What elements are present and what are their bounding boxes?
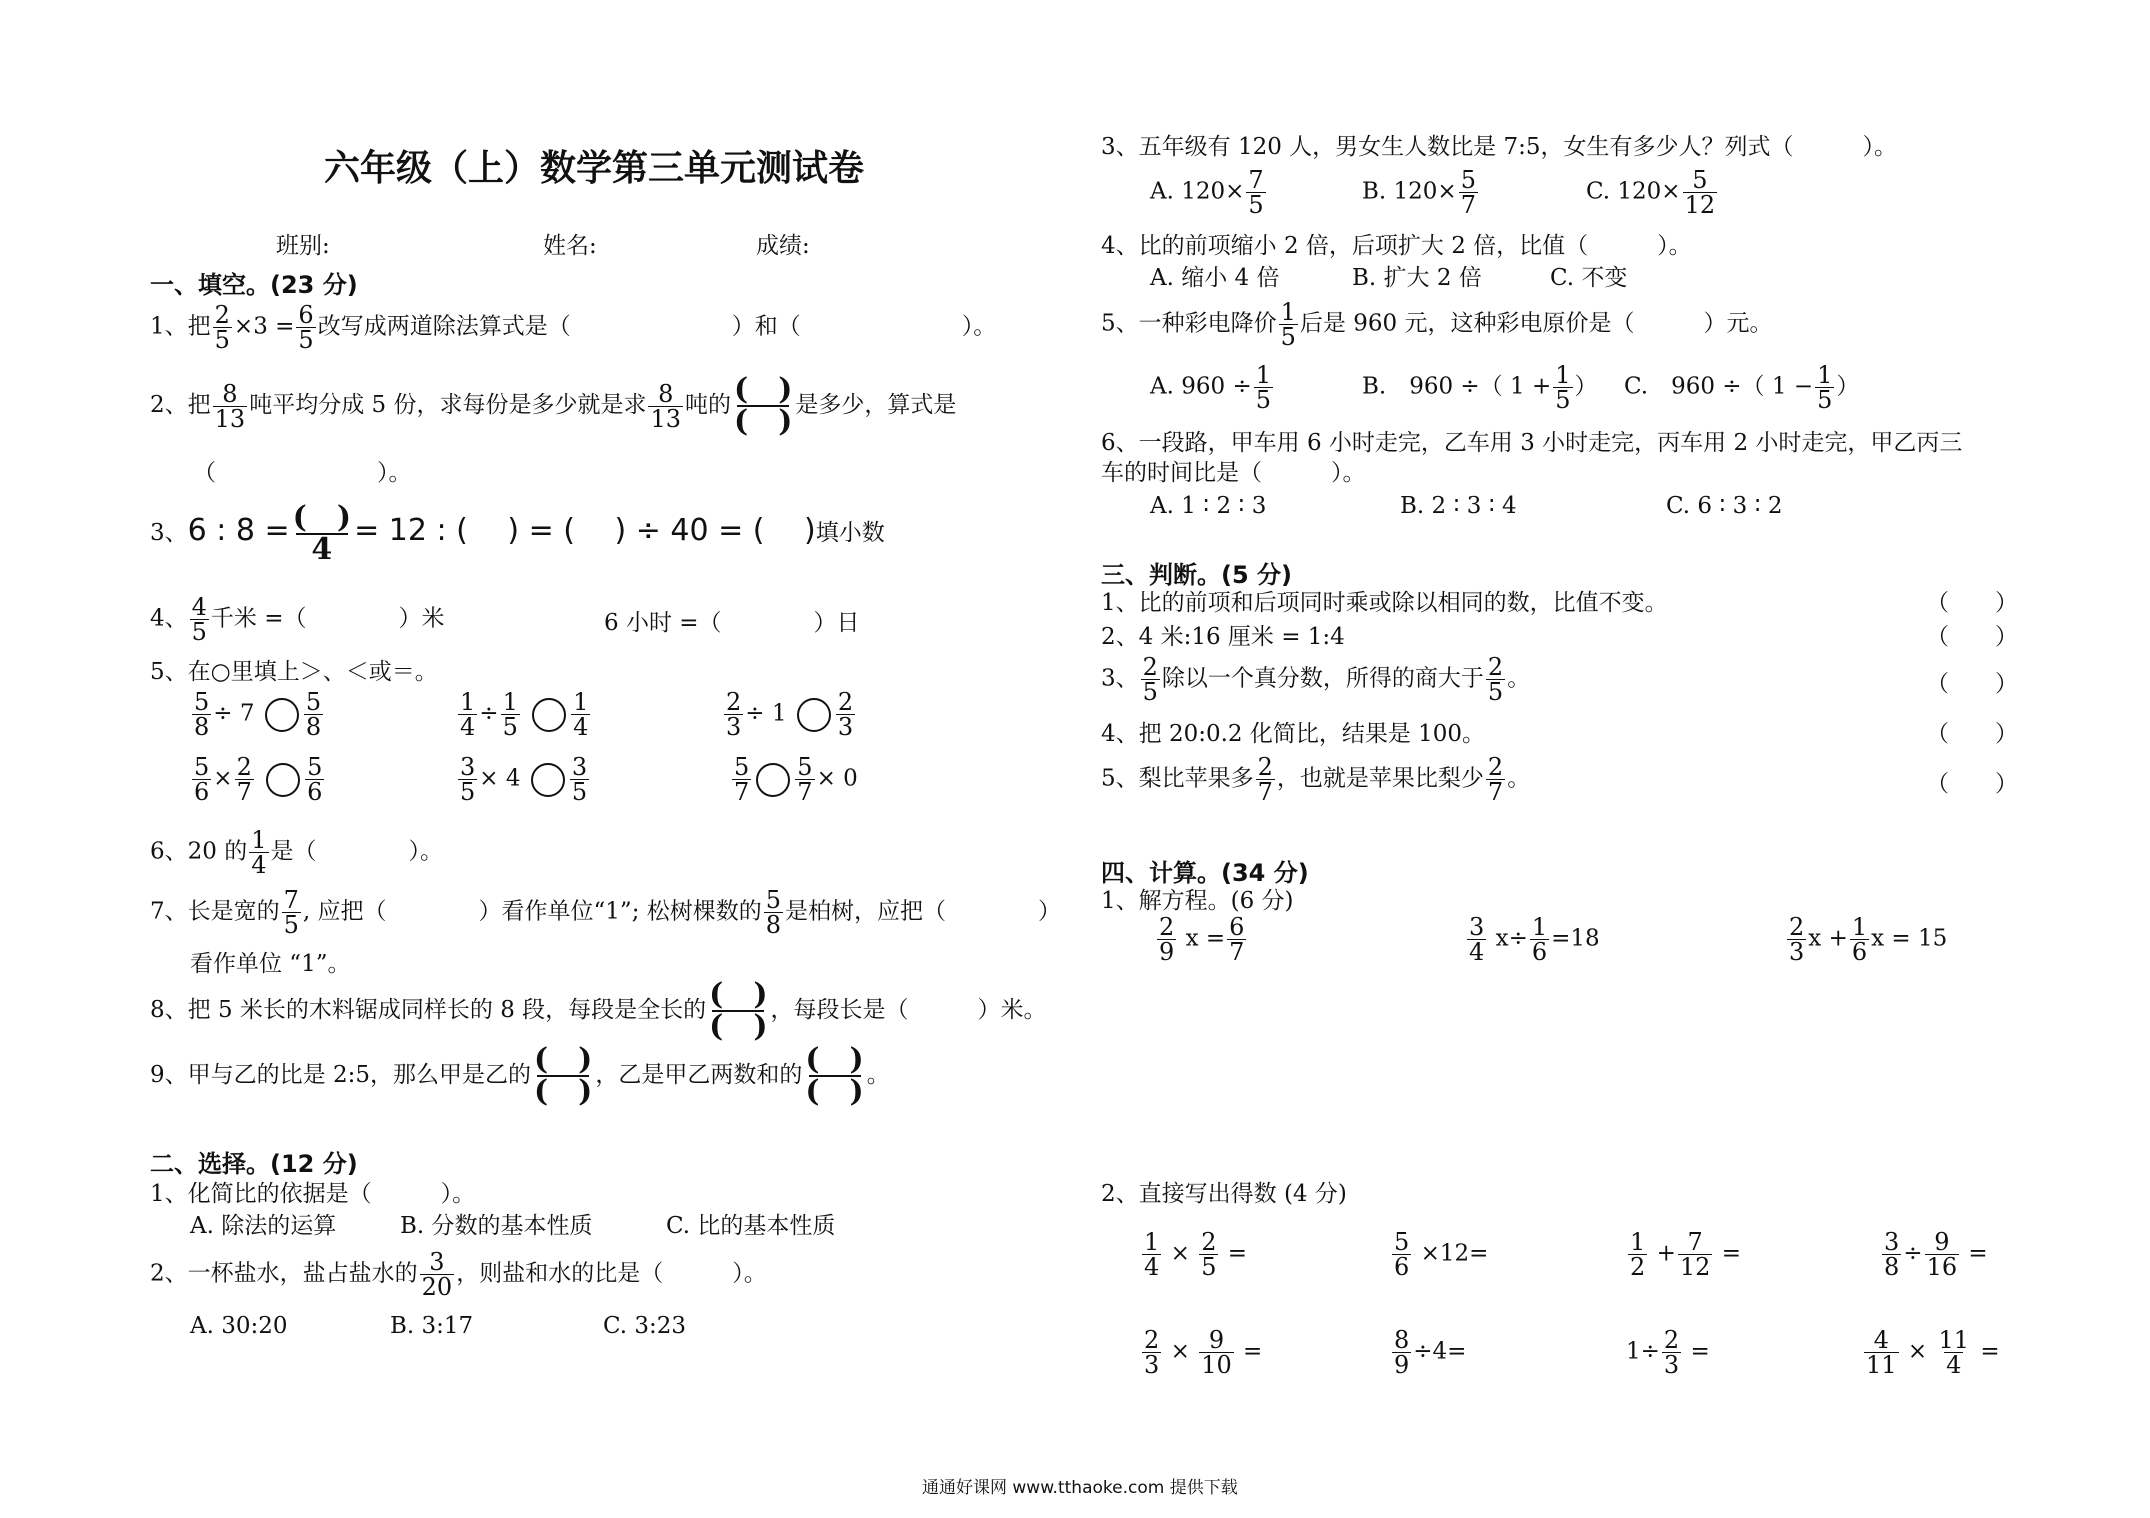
judge-text: 。 bbox=[1507, 765, 1531, 792]
fraction: $\frac{11}{4}$ bbox=[1938, 1326, 1969, 1379]
choice-3-b[interactable] bbox=[1362, 168, 1480, 217]
calc-2-title: 2、直接写出得数 (4 分) bbox=[1101, 1181, 1347, 1207]
fraction: $\frac{2}{3}$ bbox=[726, 688, 742, 741]
fraction: $\frac{4}{11}$ bbox=[1866, 1326, 1897, 1379]
compare-circle[interactable] bbox=[265, 698, 299, 732]
compare-circle[interactable] bbox=[266, 763, 300, 797]
question-2-line2[interactable]: （ ）。 bbox=[193, 460, 412, 486]
opt-text: C. 960 ÷（ 1 − bbox=[1624, 373, 1814, 400]
fraction: $\frac{5}{7}$ bbox=[797, 753, 813, 806]
fraction: $\frac{2}{7}$ bbox=[1487, 753, 1504, 806]
op: = bbox=[1690, 1338, 1710, 1365]
s2q5-text2: 后是 960 元，这种彩电原价是（ ）元。 bbox=[1299, 310, 1773, 337]
fraction: $\frac{1}{5}$ bbox=[1555, 361, 1571, 414]
op: × bbox=[1170, 1240, 1190, 1267]
compare-circle[interactable] bbox=[797, 698, 831, 732]
op: 1÷ bbox=[1626, 1338, 1660, 1365]
compare-circle[interactable] bbox=[756, 763, 790, 797]
choice-4-c[interactable]: C. 不变 bbox=[1550, 265, 1628, 291]
choice-4: 4、比的前项缩小 2 倍，后项扩大 2 倍，比值（ ）。 bbox=[1101, 233, 1692, 259]
op: ÷ 1 bbox=[745, 700, 787, 727]
calc-item[interactable] bbox=[1140, 1230, 1247, 1279]
op: ×12= bbox=[1420, 1240, 1489, 1267]
calc-item[interactable] bbox=[1390, 1230, 1488, 1279]
q3-prefix: 3、 bbox=[150, 520, 188, 546]
opt-text: B. 120× bbox=[1362, 178, 1457, 205]
op: + bbox=[1656, 1240, 1676, 1267]
judge-2-mark[interactable]: （ ） bbox=[1926, 624, 2018, 650]
opt-text: A. 120× bbox=[1150, 178, 1245, 205]
question-3[interactable] bbox=[150, 500, 885, 567]
fraction: $\frac{3}{4}$ bbox=[1469, 913, 1485, 966]
choice-3: 3、五年级有 120 人，男女生人数比是 7:5，女生有多少人？列式（ ）。 bbox=[1101, 134, 1897, 160]
choice-6-a[interactable]: A. 1 ∶ 2 ∶ 3 bbox=[1150, 493, 1267, 519]
fraction: $\frac{1}{6}$ bbox=[1851, 913, 1868, 966]
fraction: $\frac{8}{9}$ bbox=[1394, 1326, 1410, 1379]
fraction: $\frac{1}{5}$ bbox=[502, 688, 518, 741]
question-7[interactable] bbox=[150, 888, 1061, 937]
fraction: $\frac{8}{13}$ bbox=[214, 379, 246, 433]
choice-1-a[interactable]: A. 除法的运算 bbox=[190, 1213, 337, 1239]
blank-fraction[interactable]: ( ) ( ) bbox=[734, 372, 793, 439]
choice-1-c[interactable]: C. 比的基本性质 bbox=[666, 1213, 836, 1239]
question-7-line2: 看作单位 “1”。 bbox=[190, 951, 351, 977]
q3-suffix: 填小数 bbox=[815, 520, 885, 546]
fraction: $\frac{1}{4}$ bbox=[1144, 1228, 1160, 1281]
fraction: $\frac{5}{8}$ bbox=[194, 688, 210, 741]
eq-text: x = bbox=[1185, 925, 1226, 952]
q4-prefix: 4、 bbox=[150, 605, 188, 632]
fraction: $\frac{1}{2}$ bbox=[1630, 1228, 1646, 1281]
blank-fraction[interactable]: ( ) 4 bbox=[292, 500, 352, 567]
eq-text: x÷ bbox=[1495, 925, 1528, 952]
compare-item[interactable] bbox=[456, 755, 591, 804]
op: = bbox=[1980, 1338, 2000, 1365]
choice-2-a[interactable]: A. 30:20 bbox=[190, 1313, 288, 1339]
eq-text: x + bbox=[1808, 925, 1848, 952]
class-field[interactable]: 班别: bbox=[276, 233, 330, 259]
calc-item[interactable] bbox=[1140, 1328, 1262, 1377]
fraction: $\frac{3}{20}$ bbox=[421, 1248, 453, 1301]
fraction: $\frac{4}{5}$ bbox=[191, 593, 207, 646]
op: = bbox=[1243, 1338, 1263, 1365]
q3-ratio: 6 : 8 = bbox=[187, 513, 290, 548]
section-judge-heading: 三、判断。(5 分) bbox=[1101, 561, 1292, 589]
fraction: $\frac{1}{5}$ bbox=[1280, 298, 1296, 351]
fraction: $\frac{7}{5}$ bbox=[1248, 166, 1264, 219]
s2q2-text1: 2、一杯盐水，盐占盐水的 bbox=[150, 1260, 418, 1287]
judge-1: 1、比的前项和后项同时乘或除以相同的数，比值不变。 bbox=[1101, 590, 1668, 616]
fraction: $\frac{1}{4}$ bbox=[573, 688, 589, 741]
judge-1-mark[interactable]: （ ） bbox=[1926, 590, 2018, 616]
opt-text: B. 960 ÷（ 1 + bbox=[1362, 373, 1552, 400]
opt-text: A. 960 ÷ bbox=[1150, 373, 1252, 400]
fraction: $\frac{5}{8}$ bbox=[765, 886, 782, 939]
judge-5 bbox=[1101, 755, 1530, 804]
fraction: $\frac{3}{5}$ bbox=[571, 753, 588, 806]
fraction: $\frac{2}{3}$ bbox=[837, 688, 854, 741]
equation-2[interactable] bbox=[1465, 915, 1600, 964]
fraction: $\frac{5}{8}$ bbox=[305, 688, 322, 741]
op: ÷ bbox=[1903, 1240, 1923, 1267]
fraction: $\frac{2}{7}$ bbox=[236, 753, 252, 806]
q2-text1: 吨平均分成 5 份，求每份是多少就是求 bbox=[249, 392, 647, 418]
choice-3-a[interactable] bbox=[1150, 168, 1268, 217]
q2-text2: 吨的 bbox=[685, 392, 731, 418]
name-field[interactable]: 姓名: bbox=[543, 233, 597, 259]
section-fill-blank-heading: 一、填空。(23 分) bbox=[150, 271, 358, 299]
judge-5-mark[interactable]: （ ） bbox=[1926, 771, 2018, 797]
calc-item[interactable] bbox=[1880, 1230, 1988, 1279]
choice-1-b[interactable]: B. 分数的基本性质 bbox=[400, 1213, 593, 1239]
fraction: $\frac{9}{16}$ bbox=[1926, 1228, 1958, 1281]
choice-5-a[interactable] bbox=[1150, 363, 1275, 412]
q7-text1: , 应把（ ）看作单位“1”; 松树棵数的 bbox=[302, 898, 762, 925]
fraction: $\frac{2}{5}$ bbox=[1201, 1228, 1217, 1281]
q9-text2: ，乙是甲乙两数和的 bbox=[595, 1062, 803, 1088]
choice-2-c[interactable]: C. 3:23 bbox=[603, 1313, 687, 1339]
judge-3-mark[interactable]: （ ） bbox=[1926, 671, 2018, 697]
fraction: $\frac{7}{5}$ bbox=[283, 886, 299, 939]
fraction: $\frac{2}{5}$ bbox=[214, 301, 230, 354]
blank-fraction[interactable]: ( ) ( ) bbox=[533, 1042, 593, 1109]
choice-2-b[interactable]: B. 3:17 bbox=[390, 1313, 474, 1339]
choice-6-c[interactable]: C. 6 ∶ 3 ∶ 2 bbox=[1666, 493, 1783, 519]
fraction: $\frac{2}{3}$ bbox=[1144, 1326, 1160, 1379]
fraction: $\frac{8}{13}$ bbox=[650, 379, 681, 433]
choice-4-a[interactable]: A. 缩小 4 倍 bbox=[1150, 265, 1280, 291]
op: = bbox=[1721, 1240, 1742, 1267]
question-4b[interactable]: 6 小时 =（ ）日 bbox=[604, 610, 860, 636]
fraction: $\frac{3}{8}$ bbox=[1884, 1228, 1900, 1281]
q2-text3: 是多少，算式是 bbox=[795, 392, 957, 418]
q2-prefix: 2、把 bbox=[150, 392, 211, 418]
compare-item[interactable] bbox=[722, 690, 857, 739]
eq-text: =18 bbox=[1551, 925, 1600, 952]
opt-end: ） bbox=[1574, 373, 1598, 400]
fraction: $\frac{1}{5}$ bbox=[1817, 361, 1833, 414]
fraction: $\frac{1}{4}$ bbox=[460, 688, 476, 741]
fraction: $\frac{9}{10}$ bbox=[1201, 1326, 1232, 1379]
eq-text: x = 15 bbox=[1871, 925, 1948, 952]
question-8[interactable] bbox=[150, 977, 1047, 1044]
section-choice-heading: 二、选择。(12 分) bbox=[150, 1150, 358, 1178]
equation-1[interactable] bbox=[1155, 915, 1248, 964]
calc-item[interactable] bbox=[1626, 1230, 1741, 1279]
question-6[interactable] bbox=[150, 828, 443, 877]
choice-5-b[interactable] bbox=[1362, 363, 1598, 412]
choice-6-line2: 车的时间比是（ ）。 bbox=[1101, 460, 1366, 486]
fraction: $\frac{2}{5}$ bbox=[1487, 653, 1504, 706]
q9-text1: 9、甲与乙的比是 2:5，那么甲是乙的 bbox=[150, 1062, 531, 1088]
fraction: $\frac{6}{5}$ bbox=[298, 301, 314, 354]
choice-2 bbox=[150, 1250, 767, 1299]
op: × bbox=[1170, 1338, 1190, 1365]
fraction: $\frac{5}{7}$ bbox=[1460, 166, 1476, 219]
q1-text: 改写成两道除法算式是（ ）和（ ）。 bbox=[317, 313, 997, 340]
choice-5 bbox=[1101, 300, 1772, 349]
q8-text1: 8、把 5 米长的木料锯成同样长的 8 段，每段是全长的 bbox=[150, 997, 707, 1023]
fraction: $\frac{5}{6}$ bbox=[307, 753, 323, 806]
q7-text2: 是柏树，应把（ ） bbox=[785, 898, 1062, 925]
s2q5-text1: 5、一种彩电降价 bbox=[1101, 310, 1277, 337]
q6-prefix: 6、20 的 bbox=[150, 838, 248, 865]
q8-text2: ，每段长是（ ）米。 bbox=[770, 997, 1047, 1023]
op: × bbox=[1907, 1338, 1928, 1365]
calc-item[interactable] bbox=[1626, 1328, 1710, 1377]
question-4[interactable] bbox=[150, 595, 445, 644]
judge-4-mark[interactable]: （ ） bbox=[1926, 721, 2018, 747]
question-5-prompt: 5、在○里填上＞、＜或＝。 bbox=[150, 659, 438, 685]
choice-5-c[interactable] bbox=[1624, 363, 1859, 412]
compare-item[interactable] bbox=[730, 755, 858, 804]
op: = bbox=[1968, 1240, 1988, 1267]
judge-text: ，也就是苹果比梨少 bbox=[1276, 765, 1484, 792]
footer-text: 通通好课网 www.tthaoke.com 提供下载 bbox=[922, 1478, 1238, 1498]
s2q2-text2: ，则盐和水的比是（ ）。 bbox=[456, 1260, 767, 1287]
fraction: $\frac{2}{3}$ bbox=[1663, 1326, 1680, 1379]
q7-prefix: 7、长是宽的 bbox=[150, 898, 280, 925]
compare-item[interactable] bbox=[456, 690, 592, 739]
fraction: $\frac{1}{6}$ bbox=[1531, 913, 1548, 966]
opt-end: ） bbox=[1836, 373, 1860, 400]
compare-circle[interactable] bbox=[532, 698, 566, 732]
judge-text: 3、 bbox=[1101, 665, 1139, 692]
q3-chain: = 12 : ( ) = ( ) ÷ 40 = ( ) bbox=[354, 513, 816, 548]
op: × bbox=[213, 765, 233, 792]
judge-3 bbox=[1101, 655, 1530, 704]
q6-text: 是（ ）。 bbox=[270, 838, 443, 865]
question-9[interactable] bbox=[150, 1042, 890, 1109]
op: ÷4= bbox=[1413, 1338, 1467, 1365]
choice-3-c[interactable] bbox=[1586, 168, 1719, 217]
op: × 4 bbox=[479, 765, 521, 792]
fraction: $\frac{1}{4}$ bbox=[251, 826, 267, 879]
fraction: $\frac{5}{12}$ bbox=[1684, 166, 1716, 219]
blank-fraction[interactable]: ( ) ( ) bbox=[709, 977, 768, 1044]
fraction: $\frac{2}{7}$ bbox=[1257, 753, 1273, 806]
fraction: $\frac{2}{5}$ bbox=[1142, 653, 1158, 706]
choice-1: 1、化简比的依据是（ ）。 bbox=[150, 1181, 476, 1207]
fraction: $\frac{2}{9}$ bbox=[1159, 913, 1175, 966]
fraction: $\frac{5}{6}$ bbox=[1394, 1228, 1410, 1281]
score-field[interactable]: 成绩: bbox=[756, 233, 810, 259]
calc-item[interactable] bbox=[1862, 1328, 2000, 1377]
opt-text: C. 120× bbox=[1586, 178, 1681, 205]
fraction: $\frac{3}{5}$ bbox=[460, 753, 476, 806]
section-calc-heading: 四、计算。(34 分) bbox=[1101, 859, 1309, 887]
choice-4-b[interactable]: B. 扩大 2 倍 bbox=[1352, 265, 1482, 291]
choice-6-b[interactable]: B. 2 ∶ 3 ∶ 4 bbox=[1400, 493, 1517, 519]
compare-item[interactable] bbox=[190, 690, 325, 739]
fraction: $\frac{2}{3}$ bbox=[1789, 913, 1805, 966]
question-1[interactable] bbox=[150, 303, 996, 352]
page-title: 六年级（上）数学第三单元测试卷 bbox=[324, 148, 865, 189]
op: × 0 bbox=[816, 765, 858, 792]
fraction: $\frac{7}{12}$ bbox=[1679, 1228, 1711, 1281]
fraction: $\frac{6}{7}$ bbox=[1229, 913, 1245, 966]
q9-text3: 。 bbox=[866, 1062, 890, 1088]
op: ÷ 7 bbox=[213, 700, 255, 727]
op: ÷ bbox=[479, 700, 499, 727]
q1-prefix: 1、把 bbox=[150, 313, 211, 340]
choice-6-line1: 6、一段路，甲车用 6 小时走完，乙车用 3 小时走完，丙车用 2 小时走完，甲乙丙三 bbox=[1101, 430, 1963, 456]
question-2[interactable] bbox=[150, 372, 957, 439]
calc-1-title: 1、解方程。(6 分) bbox=[1101, 888, 1294, 914]
judge-text: 。 bbox=[1507, 665, 1531, 692]
q4-text: 千米 =（ ）米 bbox=[210, 605, 445, 632]
fraction: $\frac{1}{5}$ bbox=[1255, 361, 1271, 414]
op: = bbox=[1227, 1240, 1248, 1267]
compare-circle[interactable] bbox=[531, 763, 565, 797]
compare-item[interactable] bbox=[190, 755, 326, 804]
fraction: $\frac{5}{7}$ bbox=[734, 753, 750, 806]
blank-fraction[interactable]: ( ) ( ) bbox=[805, 1042, 864, 1109]
judge-text: 5、梨比苹果多 bbox=[1101, 765, 1254, 792]
judge-text: 除以一个真分数，所得的商大于 bbox=[1161, 665, 1484, 692]
judge-2: 2、4 米:16 厘米 = 1:4 bbox=[1101, 624, 1345, 650]
q1-eq: ×3 = bbox=[233, 313, 295, 340]
calc-item[interactable] bbox=[1390, 1328, 1466, 1377]
equation-3[interactable] bbox=[1785, 915, 1947, 964]
judge-4: 4、把 20:0.2 化简比，结果是 100。 bbox=[1101, 721, 1486, 747]
fraction: $\frac{5}{6}$ bbox=[194, 753, 210, 806]
